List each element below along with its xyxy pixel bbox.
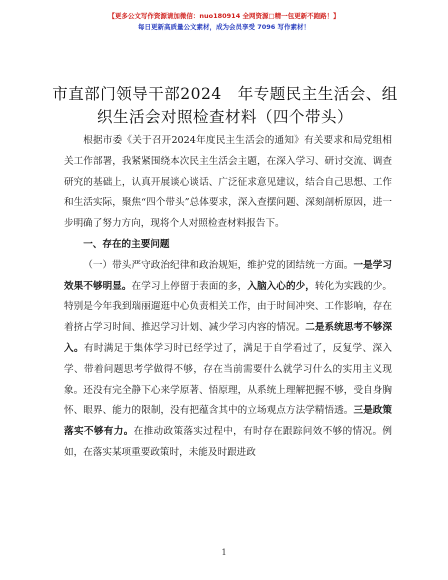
intro-paragraph: 根据市委《关于召开2024年度民主生活会的通知》有关要求和局党组相关工作部署，我紧紧围绕本次民主生活会主题，在深入学习、研讨交流、调查研究的基础上，认真开展谈心谈话、广泛征求意见建议，结合自己思想、工作和生活实际，聚焦“四个带头”总体要求，深入查摆问题、深刻剖析原因，进一步明确了努力方向，现将个人对照检查材料报告下。 — [64, 135, 392, 230]
item1-point3-text: 在推动政策落实过程中，有时存在跟踪问效不够的情况。例如，在落实某项重要政策时，未能及时跟进政 — [64, 426, 393, 458]
item1-point1-title: 一是学习效果不够明显。 — [64, 259, 393, 292]
item1-point1-bold2: 入脑入心的少， — [247, 280, 315, 292]
promo-banner-line2: 每日更新高质量公文素材，成为会员享受 7096 写作素材！ — [137, 23, 311, 31]
item1-point1-text1: 在学习上停留于表面的多， — [131, 280, 248, 292]
page-number: 1 — [221, 548, 227, 557]
item1-lead: （一）带头严守政治纪律和政治规矩，维护党的团结统一方面。 — [83, 259, 354, 271]
document-body — [64, 131, 392, 464]
item1-point1-text2: 转化为实践的少。特别是今年我到瑞丽遛逛中心负责相关工作，由于时间冲突、工作影响，存在着挤占学习时间、推迟学习计划、减少学习内容的情况。 — [64, 280, 393, 334]
item1-point3-title: 三是政策落实不够有力。 — [64, 405, 393, 438]
item1-point2-text: 有时满足于集体学习时已经学过了，满足于自学看过了，反复学、深入学、带着问题思考学做得不够，存在当前需要什么就学习什么的实用主义现象。还没有完全静下心来学原著、悟原理，从系统上理解把握不够，受自身胸怀、眼界、能力的限制，没有把蕴含其中的立场观点方法学精悟透。 — [64, 342, 393, 417]
section-heading-problems: 一、存在的主要问题 — [83, 238, 170, 250]
item1-paragraph — [64, 256, 392, 464]
promo-banner-line1: 【更多公文写作资源请加微信：nuo180914 全网资源□精一包更新不跑路！】 — [108, 12, 340, 20]
document-title: 市直部门领导干部2024 年专题民主生活会、组织生活会对照检查材料（四个带头） — [52, 85, 398, 126]
item1-point2-title: 二是系统思考不够深入。 — [64, 322, 393, 354]
